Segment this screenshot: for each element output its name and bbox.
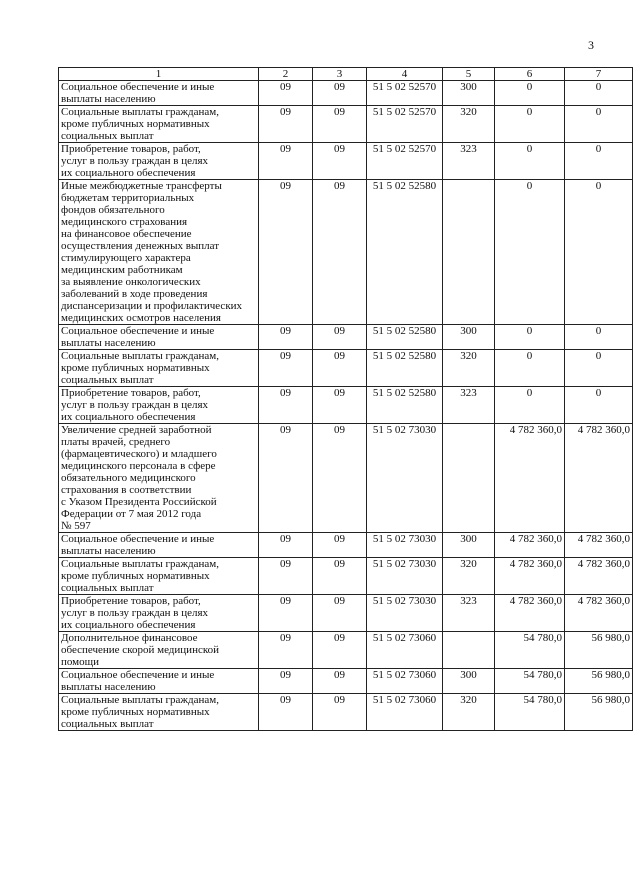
row-name-line: социальных выплат <box>61 374 154 386</box>
row-name-line: медицинского страхования <box>61 216 188 228</box>
cell-c7: 4 782 360,0 <box>565 558 633 595</box>
cell-c3: 09 <box>313 106 367 143</box>
cell-c3: 09 <box>313 350 367 387</box>
table-row <box>59 424 633 533</box>
cell-c7: 4 782 360,0 <box>565 533 633 558</box>
row-name-line: Социальное обеспечение и иные <box>61 325 215 337</box>
cell-c6: 0 <box>495 350 565 387</box>
row-name-line: (фармацевтического) и младшего <box>61 448 217 460</box>
cell-c4: 51 5 02 73030 <box>367 424 443 533</box>
row-name-cell <box>59 81 259 106</box>
cell-c5: 300 <box>443 533 495 558</box>
cell-c3: 09 <box>313 143 367 180</box>
header-cell-1: 1 <box>59 68 259 81</box>
page-number: 3 <box>588 38 594 52</box>
row-name-cell <box>59 350 259 387</box>
cell-c7: 0 <box>565 387 633 424</box>
cell-c4: 51 5 02 73030 <box>367 595 443 632</box>
cell-c6: 0 <box>495 387 565 424</box>
row-name-line: Социальное обеспечение и иные <box>61 669 215 681</box>
cell-c3: 09 <box>313 81 367 106</box>
cell-c2: 09 <box>259 424 313 533</box>
row-name-cell <box>59 143 259 180</box>
row-name-line: заболеваний в ходе проведения <box>61 288 208 300</box>
row-name-line: услуг в пользу граждан в целях <box>61 399 209 411</box>
cell-c4: 51 5 02 52570 <box>367 106 443 143</box>
cell-c4: 51 5 02 52580 <box>367 350 443 387</box>
table-row <box>59 387 633 424</box>
header-cell-6: 6 <box>495 68 565 81</box>
row-name-line: за выявление онкологических <box>61 276 201 288</box>
cell-c2: 09 <box>259 325 313 350</box>
cell-c7: 56 980,0 <box>565 694 633 731</box>
cell-c5 <box>443 424 495 533</box>
cell-c3: 09 <box>313 533 367 558</box>
cell-c4: 51 5 02 52580 <box>367 325 443 350</box>
header-cell-5: 5 <box>443 68 495 81</box>
table-row <box>59 325 633 350</box>
table-row <box>59 180 633 325</box>
row-name-line: кроме публичных нормативных <box>61 362 210 374</box>
row-name-line: их социального обеспечения <box>61 167 196 179</box>
row-name-line: Приобретение товаров, работ, <box>61 143 201 155</box>
table-row <box>59 81 633 106</box>
cell-c7: 0 <box>565 180 633 325</box>
cell-c3: 09 <box>313 558 367 595</box>
row-name-line: Социальные выплаты гражданам, <box>61 106 219 118</box>
row-name-line: медицинского персонала в сфере <box>61 460 216 472</box>
cell-c2: 09 <box>259 558 313 595</box>
row-name-line: бюджетам территориальных <box>61 192 195 204</box>
table-row <box>59 558 633 595</box>
row-name-line: услуг в пользу граждан в целях <box>61 607 209 619</box>
cell-c5: 323 <box>443 143 495 180</box>
cell-c2: 09 <box>259 387 313 424</box>
row-name-line: услуг в пользу граждан в целях <box>61 155 209 167</box>
row-name-line: обязательного медицинского <box>61 472 196 484</box>
row-name-line: Приобретение товаров, работ, <box>61 595 201 607</box>
row-name-line: социальных выплат <box>61 718 154 730</box>
row-name-line: выплаты населению <box>61 681 156 693</box>
row-name-line: страхования в соответствии <box>61 484 192 496</box>
row-name-cell <box>59 558 259 595</box>
cell-c7: 4 782 360,0 <box>565 595 633 632</box>
row-name-line: осуществления денежных выплат <box>61 240 220 252</box>
row-name-cell <box>59 325 259 350</box>
row-name-line: кроме публичных нормативных <box>61 118 210 130</box>
row-name-line: медицинских осмотров населения <box>61 312 221 324</box>
cell-c3: 09 <box>313 424 367 533</box>
row-name-line: с Указом Президента Российской <box>61 496 217 508</box>
cell-c2: 09 <box>259 81 313 106</box>
cell-c2: 09 <box>259 694 313 731</box>
cell-c6: 54 780,0 <box>495 669 565 694</box>
cell-c6: 4 782 360,0 <box>495 558 565 595</box>
row-name-cell <box>59 533 259 558</box>
cell-c3: 09 <box>313 595 367 632</box>
cell-c2: 09 <box>259 350 313 387</box>
cell-c5: 320 <box>443 106 495 143</box>
row-name-cell <box>59 632 259 669</box>
cell-c7: 0 <box>565 81 633 106</box>
table-row <box>59 533 633 558</box>
cell-c3: 09 <box>313 632 367 669</box>
cell-c3: 09 <box>313 694 367 731</box>
row-name-line: стимулирующего характера <box>61 252 191 264</box>
cell-c6: 54 780,0 <box>495 632 565 669</box>
row-name-line: Федерации от 7 мая 2012 года <box>61 508 202 520</box>
cell-c7: 4 782 360,0 <box>565 424 633 533</box>
cell-c5: 323 <box>443 387 495 424</box>
cell-c4: 51 5 02 52580 <box>367 387 443 424</box>
cell-c7: 56 980,0 <box>565 632 633 669</box>
cell-c7: 0 <box>565 325 633 350</box>
cell-c6: 0 <box>495 81 565 106</box>
cell-c4: 51 5 02 52580 <box>367 180 443 325</box>
row-name-cell <box>59 669 259 694</box>
row-name-line: платы врачей, среднего <box>61 436 171 448</box>
row-name-line: выплаты населению <box>61 93 156 105</box>
header-cell-3: 3 <box>313 68 367 81</box>
cell-c5: 320 <box>443 350 495 387</box>
row-name-line: Социальные выплаты гражданам, <box>61 558 219 570</box>
cell-c6: 4 782 360,0 <box>495 424 565 533</box>
row-name-line: их социального обеспечения <box>61 411 196 423</box>
row-name-line: социальных выплат <box>61 582 154 594</box>
cell-c5 <box>443 180 495 325</box>
cell-c6: 4 782 360,0 <box>495 533 565 558</box>
table-row <box>59 694 633 731</box>
cell-c3: 09 <box>313 180 367 325</box>
table-row <box>59 350 633 387</box>
cell-c5 <box>443 632 495 669</box>
row-name-line: кроме публичных нормативных <box>61 570 210 582</box>
cell-c7: 0 <box>565 350 633 387</box>
cell-c2: 09 <box>259 180 313 325</box>
cell-c2: 09 <box>259 669 313 694</box>
table-row <box>59 669 633 694</box>
cell-c4: 51 5 02 52570 <box>367 81 443 106</box>
table-row <box>59 632 633 669</box>
row-name-line: Социальное обеспечение и иные <box>61 81 215 93</box>
cell-c4: 51 5 02 73060 <box>367 669 443 694</box>
row-name-cell <box>59 387 259 424</box>
row-name-line: № 597 <box>61 520 91 532</box>
row-name-line: помощи <box>61 656 99 668</box>
table-row <box>59 595 633 632</box>
row-name-line: Приобретение товаров, работ, <box>61 387 201 399</box>
row-name-line: Иные межбюджетные трансферты <box>61 180 222 192</box>
cell-c7: 0 <box>565 106 633 143</box>
table-row <box>59 143 633 180</box>
cell-c6: 4 782 360,0 <box>495 595 565 632</box>
row-name-line: обеспечение скорой медицинской <box>61 644 220 656</box>
cell-c6: 0 <box>495 143 565 180</box>
row-name-line: Социальное обеспечение и иные <box>61 533 215 545</box>
cell-c6: 54 780,0 <box>495 694 565 731</box>
cell-c5: 300 <box>443 81 495 106</box>
cell-c3: 09 <box>313 387 367 424</box>
row-name-cell <box>59 180 259 325</box>
cell-c5: 300 <box>443 325 495 350</box>
row-name-line: фондов обязательного <box>61 204 165 216</box>
row-name-line: выплаты населению <box>61 337 156 349</box>
row-name-line: Увеличение средней заработной <box>61 424 212 436</box>
cell-c2: 09 <box>259 595 313 632</box>
cell-c3: 09 <box>313 325 367 350</box>
cell-c5: 320 <box>443 694 495 731</box>
header-row <box>59 68 633 81</box>
cell-c5: 320 <box>443 558 495 595</box>
cell-c7: 56 980,0 <box>565 669 633 694</box>
cell-c6: 0 <box>495 325 565 350</box>
row-name-cell <box>59 595 259 632</box>
cell-c2: 09 <box>259 632 313 669</box>
cell-c6: 0 <box>495 106 565 143</box>
row-name-line: медицинским работникам <box>61 264 183 276</box>
row-name-line: кроме публичных нормативных <box>61 706 210 718</box>
row-name-cell <box>59 694 259 731</box>
table-row <box>59 106 633 143</box>
row-name-line: Социальные выплаты гражданам, <box>61 350 219 362</box>
row-name-cell <box>59 106 259 143</box>
header-cell-4: 4 <box>367 68 443 81</box>
row-name-line: диспансеризации и профилактических <box>61 300 243 312</box>
cell-c4: 51 5 02 73030 <box>367 533 443 558</box>
cell-c4: 51 5 02 73060 <box>367 632 443 669</box>
cell-c4: 51 5 02 73030 <box>367 558 443 595</box>
cell-c4: 51 5 02 52570 <box>367 143 443 180</box>
row-name-cell <box>59 424 259 533</box>
row-name-line: Дополнительное финансовое <box>61 632 198 644</box>
budget-table <box>58 67 633 731</box>
cell-c5: 300 <box>443 669 495 694</box>
row-name-line: на финансовое обеспечение <box>61 228 192 240</box>
cell-c2: 09 <box>259 533 313 558</box>
row-name-line: социальных выплат <box>61 130 154 142</box>
cell-c2: 09 <box>259 106 313 143</box>
row-name-line: их социального обеспечения <box>61 619 196 631</box>
row-name-line: выплаты населению <box>61 545 156 557</box>
cell-c4: 51 5 02 73060 <box>367 694 443 731</box>
header-cell-7: 7 <box>565 68 633 81</box>
cell-c5: 323 <box>443 595 495 632</box>
header-cell-2: 2 <box>259 68 313 81</box>
cell-c3: 09 <box>313 669 367 694</box>
cell-c2: 09 <box>259 143 313 180</box>
cell-c6: 0 <box>495 180 565 325</box>
cell-c7: 0 <box>565 143 633 180</box>
row-name-line: Социальные выплаты гражданам, <box>61 694 219 706</box>
